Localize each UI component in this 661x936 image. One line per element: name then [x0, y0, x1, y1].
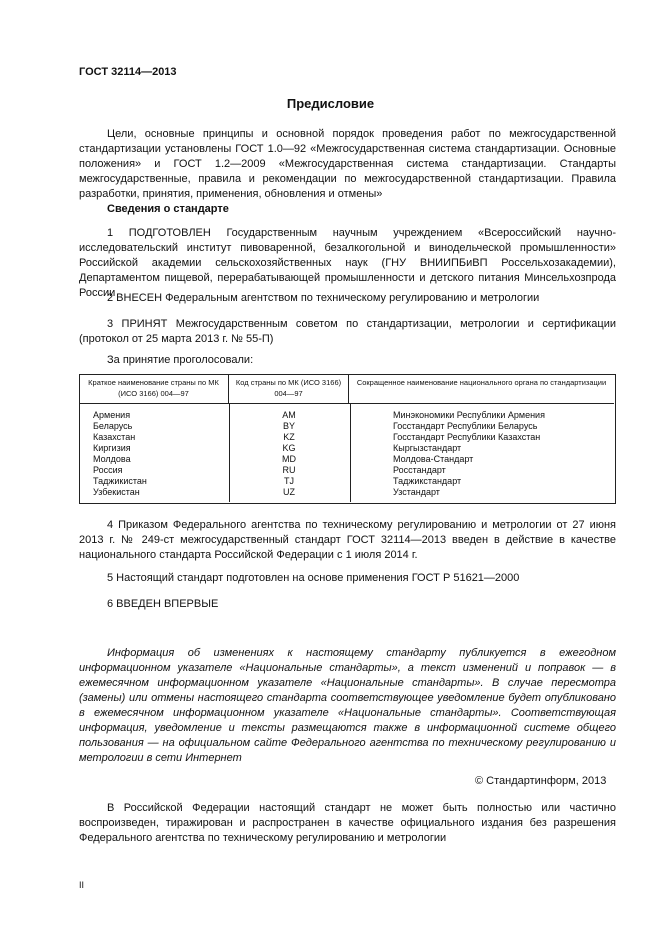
item-5-paragraph: 5 Настоящий стандарт подготовлен на основе применения ГОСТ Р 51621—2000	[107, 572, 520, 584]
standards-body: Минэкономики Республики Армения	[393, 410, 545, 420]
table-row	[79, 454, 614, 465]
standards-body: Росстандарт	[393, 465, 446, 475]
voted-label: За принятие проголосовали:	[107, 354, 254, 366]
country-name: Казахстан	[93, 432, 136, 442]
item-3-paragraph: 3 ПРИНЯТ Межгосударственным советом по стандартизации, метрологии и сертификации (протокол от 25 марта 2013 г. № 55-П)	[79, 318, 616, 345]
table-row	[79, 476, 614, 487]
table-row	[79, 421, 614, 432]
item-1-paragraph: 1 ПОДГОТОВЛЕН Государственным научным учреждением «Всероссийский научно-исследовательский институт пивоваренной, безалкогольной и винодельческой промышленности» Российской академии сельскохозяйственных наук (ГНУ ВНИИПБиВП Россельхозакадемии), Департаментом пищевой, перерабатывающей промышленности и детского питания Минсельхозпрода России	[79, 227, 616, 299]
country-name: Армения	[93, 410, 131, 420]
country-code: KZ	[283, 432, 295, 442]
section-title: Сведения о стандарте	[107, 203, 229, 215]
table-row	[79, 487, 614, 498]
country-name: Узбекистан	[93, 487, 140, 497]
country-code: AM	[282, 410, 296, 420]
table-header	[79, 374, 614, 404]
country-name: Таджикистан	[93, 476, 147, 486]
country-name: Россия	[93, 465, 123, 475]
info-note-paragraph: Информация об изменениях к настоящему стандарту публикуется в ежегодном информационном указателе «Национальные стандарты», а текст изменений и поправок — в ежемесячном информационном указателе «Национальные стандарты». В случае пересмотра (замены) или отмены настоящего стандарта соответствующее уведомление будет опубликовано в ежемесячном информационном указателе «Национальные стандарты». Соответствующая информация, уведомление и тексты размещаются также в информационной системе общего пользования — на официальном сайте Федерального агентства по техническому регулированию и метрологии в сети Интернет	[79, 647, 616, 764]
table-row	[79, 432, 614, 443]
country-code: MD	[282, 454, 296, 464]
legal-notice: В Российской Федерации настоящий стандарт не может быть полностью или частично воспроизведен, тиражирован и распространен в качестве официального издания без разрешения Федерального агентства по техническому регулированию и метрологии	[79, 802, 616, 844]
document-id: ГОСТ 32114—2013	[79, 66, 177, 78]
voting-table	[79, 374, 616, 497]
header-country-name: Краткое наименование страны по МК (ИСО 3166) 004—97	[79, 374, 229, 403]
item-2-paragraph: 2 ВНЕСЕН Федеральным агентством по техническому регулированию и метрологии	[107, 292, 540, 304]
table-row	[79, 465, 614, 476]
standards-body: Кыргызстандарт	[393, 443, 462, 453]
country-code: KG	[282, 443, 296, 453]
country-code: TJ	[284, 476, 294, 486]
country-name: Молдова	[93, 454, 131, 464]
table-row	[79, 443, 614, 454]
copyright: © Стандартинформ, 2013	[475, 775, 607, 787]
header-standards-body: Сокращенное наименование национального органа по стандартизации	[356, 378, 607, 387]
table-row	[79, 410, 614, 421]
country-code: UZ	[283, 487, 295, 497]
item-4-paragraph: 4 Приказом Федерального агентства по техническому регулированию и метрологии от 27 июня 2013 г. № 249-ст межгосударственный стандарт ГОСТ 32114—2013 введен в действие в качестве национального стандарта Российской Федерации с 1 июля 2014 г.	[79, 519, 616, 561]
standards-body: Узстандарт	[393, 487, 440, 497]
item-6-paragraph: 6 ВВЕДЕН ВПЕРВЫЕ	[107, 598, 219, 610]
country-code: BY	[282, 421, 295, 431]
page-number: II	[79, 880, 85, 890]
country-name: Беларусь	[93, 421, 133, 431]
header-country-code: Код страны по МК (ИСО 3166) 004—97	[229, 374, 349, 403]
country-name: Киргизия	[93, 443, 131, 453]
page-title: Предисловие	[286, 96, 375, 111]
country-code: RU	[282, 465, 296, 475]
standards-body: Госстандарт Республики Казахстан	[393, 432, 541, 442]
standards-body: Госстандарт Республики Беларусь	[393, 421, 538, 431]
standards-body: Молдова-Стандарт	[393, 454, 474, 464]
intro-paragraph: Цели, основные принципы и основной порядок проведения работ по межгосударственной стандартизации установлены ГОСТ 1.0—92 «Межгосударственная система стандартизации. Основные положения» и ГОСТ 1.2—2009 «Межгосударственная система стандартизации. Стандарты межгосударственные, правила и рекомендации по межгосударственной стандартизации. Правила разработки, принятия, применения, обновления и отмены»	[79, 128, 616, 200]
standards-body: Таджикстандарт	[393, 476, 462, 486]
